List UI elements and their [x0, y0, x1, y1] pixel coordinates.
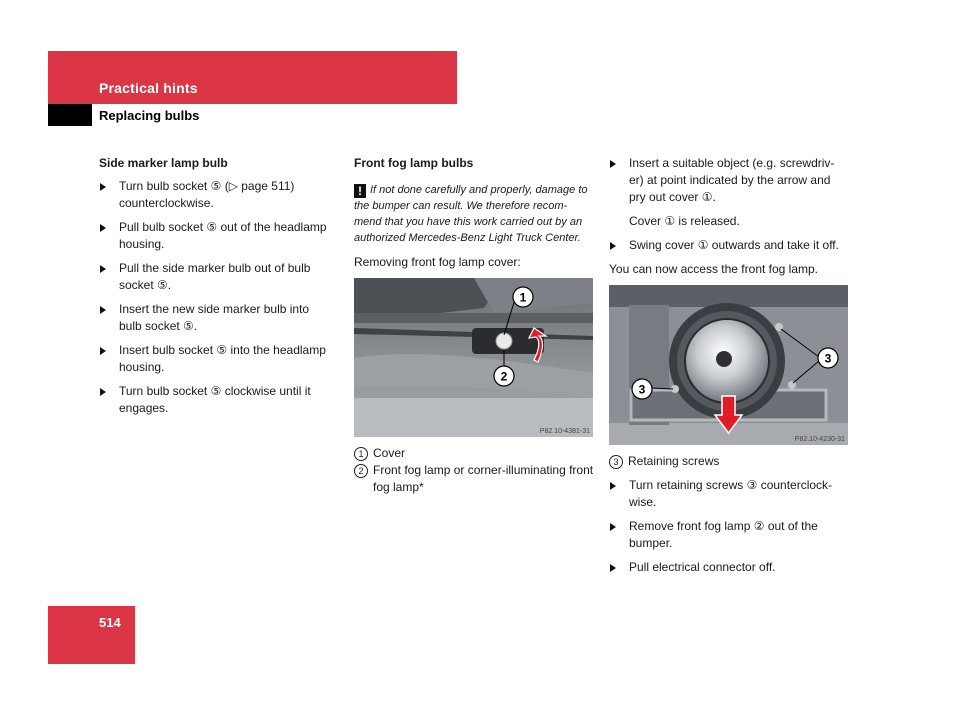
access-note: You can now access the front fog lamp. [609, 262, 819, 276]
header-banner [48, 51, 457, 104]
legend-number: 1 [354, 447, 368, 461]
legend-item [354, 445, 594, 462]
legend-number: 3 [609, 455, 623, 469]
warning-note [354, 182, 594, 246]
legend-item [609, 453, 849, 470]
warning-text: If not done carefully and properly, damage to the bumper can result. We therefore recom-mend that you have this work carried out by an authorized Mercedes-Benz Light Truck Center. [354, 184, 588, 244]
column-fog-lamp-continued [609, 155, 849, 583]
legend-text: Cover [373, 446, 406, 460]
lamp-removal-steps [609, 477, 849, 576]
step-item: Swing cover ① outwards and take it off. [609, 237, 849, 254]
subsection-title: Replacing bulbs [99, 108, 200, 123]
step-item: Insert bulb socket ⑤ into the headlamp housing. [99, 342, 334, 376]
cover-removal-steps-2 [609, 237, 849, 254]
column-side-marker [99, 155, 334, 424]
callout-1: 1 [519, 290, 527, 305]
callout-3: 3 [824, 351, 832, 366]
fog-lamp-photo [609, 285, 848, 445]
step-item: Remove front fog lamp ② out of the bumper. [609, 518, 849, 552]
legend-number: 2 [354, 464, 368, 478]
step-item: Pull electrical connector off. [609, 559, 849, 576]
image-code: P82.10-4381-31 [539, 428, 590, 435]
image-legend [354, 445, 594, 496]
result-note: Cover ① is released. [629, 214, 740, 228]
warning-icon: ! [354, 184, 366, 198]
step-item: Insert a suitable object (e.g. screwdriv-er) at point indicated by the arrow and pry out cover ①. [609, 155, 849, 206]
step-item: Turn bulb socket ⑤ (▷ page 511) counterclockwise. [99, 178, 334, 212]
callout-3: 3 [638, 382, 646, 397]
step-item: Turn bulb socket ⑤ clockwise until it engages. [99, 383, 334, 417]
legend-text: Retaining screws [628, 454, 720, 468]
screw-icon [788, 381, 796, 389]
page-number-box [48, 606, 135, 664]
side-marker-heading: Side marker lamp bulb [99, 156, 228, 170]
image-code: P82.10-4230-31 [794, 436, 845, 443]
section-title: Practical hints [99, 80, 198, 96]
step-item: Turn retaining screws ③ counterclock-wise. [609, 477, 849, 511]
fog-lamp-cover-photo [354, 278, 593, 437]
column-fog-lamp [354, 155, 594, 496]
fog-lamp-heading: Front fog lamp bulbs [354, 156, 474, 170]
step-item: Pull the side marker bulb out of bulb socket ⑤. [99, 260, 334, 294]
legend-item [354, 462, 594, 496]
step-item: Pull bulb socket ⑤ out of the headlamp housing. [99, 219, 334, 253]
image-caption: Removing front fog lamp cover: [354, 255, 521, 269]
cover-removal-steps [609, 155, 849, 206]
step-item: Insert the new side marker bulb into bulb socket ⑤. [99, 301, 334, 335]
page-number: 514 [99, 615, 121, 630]
image-legend [609, 453, 849, 470]
section-tab-marker [48, 104, 92, 126]
callout-2: 2 [500, 369, 508, 384]
side-marker-steps [99, 178, 334, 417]
legend-text: Front fog lamp or corner-illuminating front fog lamp* [373, 463, 594, 494]
